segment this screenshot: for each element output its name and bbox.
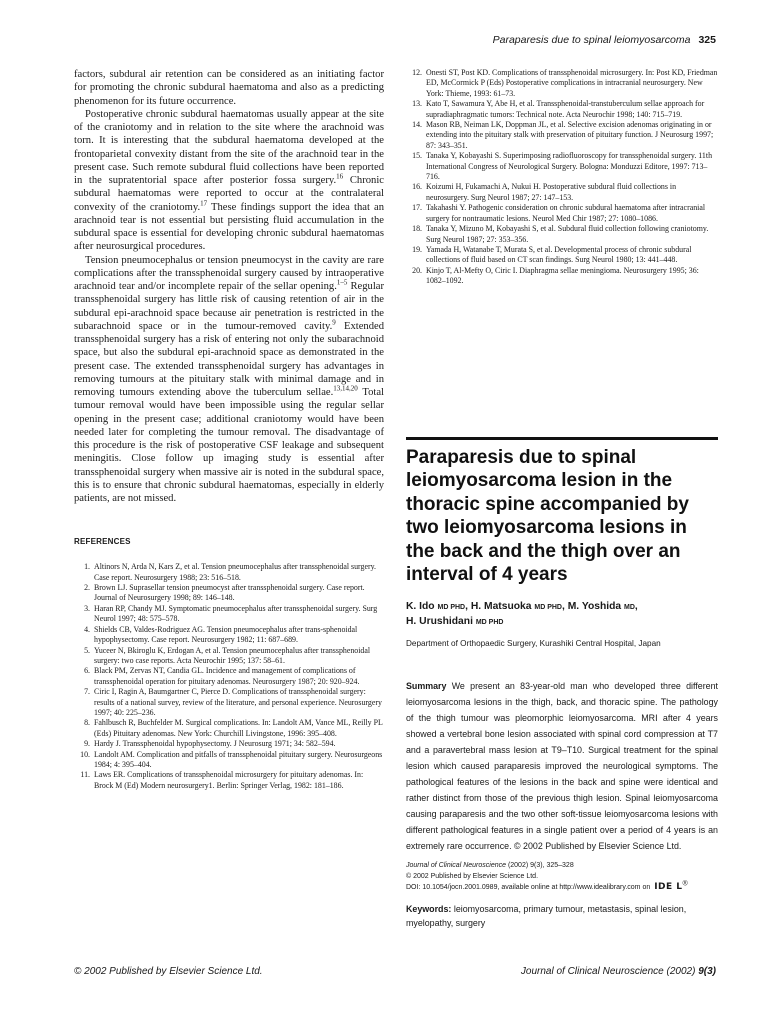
citation-block [406,860,718,893]
running-head-title: Paraparesis due to spinal leiomyosarcoma [492,34,691,46]
author-degree: MD PHD [475,619,504,627]
reference-item: 2. Brown LJ. Suprasellar tension pneumocyst after transsphenoidal surgery. Case report. Journal of Neurosurgery 1998; 89: 146–148. [84,583,365,603]
author-list: K. Ido MD PHD, H. Matsuoka MD PHD, M. Yoshida MD, H. Urushidani MD PHD [406,601,638,628]
summary-label: Summary [406,681,447,692]
reference-item: 12. Onesti ST, Post KD. Complications of transsphenoidal microsurgery. In: Post KD, Friedman ED, McCormick P (Eds) Postoperative complications in intracranial neurosurgery. New York: Thieme, 1993: 61–73. [412,68,718,98]
references-heading: REFERENCES [74,537,131,547]
right-column-references [406,68,718,287]
footer-journal: Journal of Clinical Neuroscience (2002) 9(3) [520,966,716,977]
author-name: H. Matsuoka [470,601,532,613]
copyright-line: © 2002 Published by Elsevier Science Ltd. [406,873,539,881]
reference-item: 18. Tanaka Y, Mizuno M, Kobayashi S, et al. Subdural fluid collection following craniotomy. Surg Neurol 1987; 27: 353–356. [412,224,709,244]
reference-item: 1. Altinors N, Arda N, Kars Z, et al. Tension pneumocephalus after transsphenoidal surgery. Case report. Neurosurgery 1988; 23: 516–518. [84,562,376,582]
author-name: H. Urushidani [406,616,473,628]
doi-link[interactable]: DOI: 10.1054/jocn.2001.0989, available online at http://www.idealibrary.com on [406,884,651,892]
reference-list-right [406,68,718,287]
author-degree: MD PHD [437,604,466,612]
reference-item: 8. Fahlbusch R, Buchfelder M. Surgical complications. In: Landolt AM, Vance ML, Reilly PL (Eds) Pituitary adenomas. New York: Churchill Livingstone, 1996: 395–408. [84,718,383,738]
author-degree: MD PHD [534,604,562,612]
reference-item: 10. Landolt AM. Complication and pitfalls of transsphenoidal pituitary surgery. Neurosurgeons 1984; 4: 395–404. [80,749,383,769]
author-degree: MD [624,604,635,612]
reference-item: 15. Tanaka Y, Kobayashi S. Superimposing radiofluoroscopy for transsphenoidal surgery. 11th International Congress of Neurological Surgery. Bologna: Monduzzi Editore, 1997: 713–716. [412,151,713,182]
journal-reference: Journal of Clinical Neuroscience (2002) 9(3), 325–328 [406,862,574,870]
keywords-text: leiomyosarcoma, primary tumour, metastasis, spinal lesion, myelopathy, surgery [406,904,687,928]
summary-text: We present an 83-year-old man who developed three different leiomyosarcoma lesions in the thigh, back, and thoracic spine. The pathology of the thigh tumour was pleomorphic leiomyosarcoma. MRI after 4 years showed a vertebral bone lesion associated with spinal cord compression at T7 and a paravertebral mass lesion at T9–T10. Surgical treatment for the spinal lesion which caused paraparesis improved the neurological symptoms. The pathological features of the lesions in the back and spine were identical and rather distinct from those of the previous thigh lesion. Spinal leiomyosarcoma causing paraparesis and the two other soft-tissue leiomyosarcoma lesions with different pathological features in a single patient over a period of 4 years is an extremely rare occurrence. © 2002 Published by Elsevier Science Ltd. [406,681,718,852]
reference-list-left [74,562,384,791]
reference-item: 9. Hardy J. Transsphenoidal hypophysectomy. J Neurosurg 1971; 34: 582–594. [84,739,336,749]
keywords-label: Keywords: [406,904,452,915]
reference-item: 17. Takahashi Y. Pathogenic consideration on chronic subdural haematoma after intracranial surgery for nontraumatic lesions. Neurol Med Chir 1987; 27: 1080–1086. [412,203,706,223]
title-rule [406,437,718,440]
reference-item: 16. Koizumi H, Fukamachi A, Nukui H. Postoperative subdural fluid collections in neurosurgery. Surg Neurol 1987; 27: 147–153. [412,182,677,202]
ideal-logo: IDE L [654,882,683,893]
reference-item: 13. Kato T, Sawamura Y, Abe H, et al. Transsphenoidal-transtuberculum sellae approach for supradiaphragmatic tumors: Technical note. Acta Neurochir 1998; 140: 715–719. [412,99,705,119]
keywords [406,903,718,930]
author-name: M. Yoshida [567,601,622,613]
running-head [493,34,716,46]
doi-line: DOI: 10.1054/jocn.2001.0989, available online at http://www.idealibrary.com on IDE L® [406,881,688,893]
reference-item: 5. Yuceer N, Bkiroglu K, Erdogan A, et al. Tension pneumocephalus after transsphenoidal surgery: two case reports. Acta Neurochir 1995; 137: 58–61. [84,645,371,665]
paragraph-1: factors, subdural air retention can be considered as an initiating factor for promoting the chronic subdural haematoma and also as a predicting phenomenon for its future occurrence. [74,69,384,107]
author-name: K. Ido [406,601,435,613]
summary [406,678,718,854]
paragraph-2: Postoperative chronic subdural haematomas usually appear at the site of the craniotomy and in relation to the site where the arachnoid was torn. It is interesting that the subdural haematoma developed at the frontoparietal convexity distant from the site of the arachnoid tear in the present case. Such remote subdural fluid collections have been reported in the supratentorial space after posterior fossa surgery.$^{16}$ Chronic subdural haematomas were reported to occur at the contralateral convexity of the craniotomy.$^{17}$ These findings support the idea that an arachnoid tear is not essential but persisting fluid accumulation in the subdural space is essential for developing chronic subdural haematomas after neurosurgical procedures. [74,108,384,253]
new-article [406,437,718,930]
paragraph-3: Tension pneumocephalus or tension pneumocyst in the cavity are rare complications after the transsphenoidal surgery caused by intraoperative arachnoid tear and/or incomplete repair of the sellar opening.$^{1-5}$ Regular transsphenoidal surgery has little risk of causing retention of air in the subdural epi-arachnoid space because air penetration is restricted in the subarachnoid space or in the tumour-removed cavity.$^9$ Extended transsphenoidal surgery has a risk of entering not only the subarachnoid space, but also the subdural epi-arachnoid space as demonstrated in the present case. The extended transsphenoidal surgery has advantages in removing tumours at the pituitary stalk with minimal damage and in removing tumours extending above the tuberculum sellae.$^{13,14,20}$ Total tumour removal would have been impossible using the regular sellar opening in the present case; additional craniotomy would have been needed later for completing the tumour removal. The disadvantage of this procedure is the risk of postoperative CSF leakage and subsequent meningitis. Close follow up imaging study is essential after transsphenoidal surgery when massive air is noted in the subdural space, this is to ensure that chronic subdural haematomas, especially in elderly patients, are not missed. [74,254,385,504]
article-title: Paraparesis due to spinal leiomyosarcoma lesion in the thoracic spine accompanied by two leiomyosarcoma lesions in the back and the thigh over an interval of 4 years [406,447,689,586]
reference-item: 3. Haran RP, Chandy MJ. Symptomatic pneumocephalus after transsphenoidal surgery. Surg Neurol 1997; 48: 575–578. [84,603,378,624]
reference-item: 20. Kinjo T, Al-Mefty O, Ciric I. Diaphragma sellae meningioma. Neurosurgery 1995; 36: 1082–1092. [412,265,699,286]
reference-item: 11. Laws ER. Complications of transsphenoidal microsurgery for pituitary adenomas. In: Brock M (Ed) Modern neurosurgery1. Berlin: Springer Verlag, 1982: 181–186. [80,770,364,790]
reference-item: 7. Ciric I, Ragin A, Baumgartner C, Pierce D. Complications of transsphenoidal surgery: results of a national survey, review of the literature, and personal experience. Neurosurgery 1997; 40: 225–236. [84,687,382,717]
footer-copyright: © 2002 Published by Elsevier Science Ltd. [74,966,263,977]
left-column [74,68,384,791]
reference-item: 19. Yamada H, Watanabe T, Murata S, et al. Developmental process of chronic subdural collections of fluid based on CT scan findings. Surg Neurol 1980; 13: 441–448. [412,244,692,265]
reference-item: 6. Black PM, Zervas NT, Candia GL. Incidence and management of complications of transsphenoidal operation for pituitary adenomas. Neurosurgery 1987; 20: 920–924. [84,666,360,686]
affiliation: Department of Orthopaedic Surgery, Kurashiki Central Hospital, Japan [406,639,661,649]
page-number: 325 [698,34,716,46]
reference-item: 4. Shields CB, Valdes-Rodriguez AG. Tension pneumocephalus after trans-sphenoidal hypophysectomy. Case report. Neurosurgery 1982; 11: 687–689. [84,624,358,645]
reference-item: 14. Mason RB, Neiman LK, Doppman JL, et al. Selective excision adenomas originating in or extending into the pituitary stalk with preservation of pituitary function. J Neurosurg 1997; 87: 343–351. [412,120,714,150]
